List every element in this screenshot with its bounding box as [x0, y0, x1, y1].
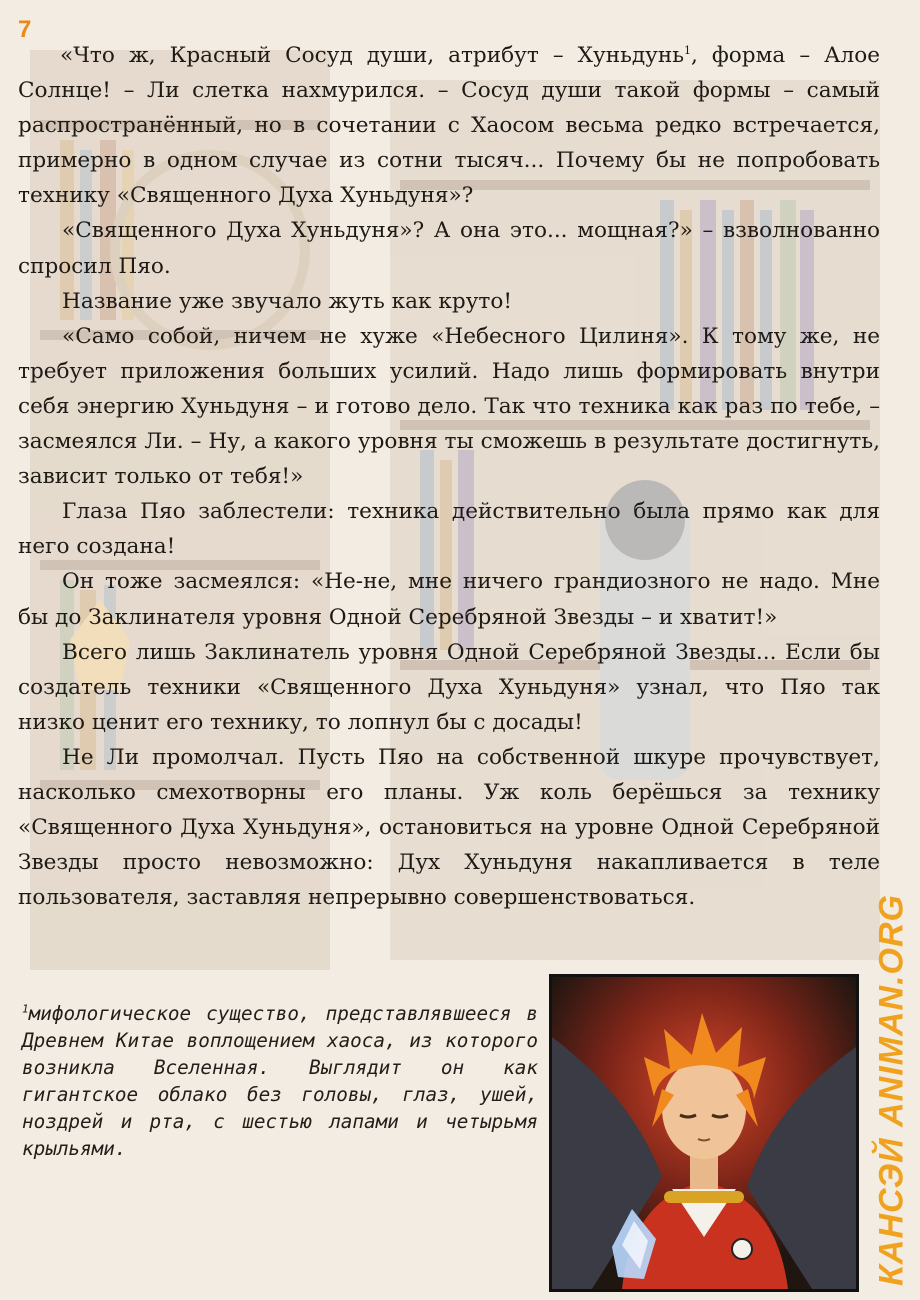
watermark-text: КАНСЭЙ ANIMAN.ORG	[872, 894, 911, 1286]
footnote	[22, 1000, 538, 1162]
character-illustration-art	[552, 977, 856, 1289]
footnote-text: мифологическое существо, представлявшееся в Древнем Китае воплощением хаоса, из которого возникла Вселенная. Выглядит он как гигантское облако без головы, глаз, ушей, ноздрей и рта, с шестью лапами и четырьмя крыльями.	[22, 1002, 538, 1160]
footnote-reference[interactable]: 1	[684, 43, 692, 57]
page-number: 7	[18, 16, 32, 43]
paragraph	[18, 38, 880, 213]
paragraph: Название уже звучало жуть как круто!	[62, 288, 513, 314]
paragraph: Всего лишь Заклинатель уровня Одной Серебряной Звезды... Если бы создатель техники «Священного Духа Хуньдуня» узнал, что Пяо так низко ценит его технику, то лопнул бы с досады!	[18, 639, 880, 735]
footnote-marker: 1	[22, 1002, 29, 1016]
paragraph: Он тоже засмеялся: «Не-не, мне ничего грандиозного не надо. Мне бы до Заклинателя уровня Одной Серебряной Звезды – и хватит!»	[18, 569, 880, 630]
paragraph: «Священного Духа Хуньдуня»? А она это... мощная?» – взволнованно спросил Пяо.	[18, 218, 880, 279]
body-text	[18, 38, 880, 915]
paragraph-text: «Что ж, Красный Сосуд души, атрибут – Хуньдунь	[60, 43, 685, 68]
paragraph: «Само собой, ничем не хуже «Небесного Цилиня». К тому же, не требует приложения больших усилий. Надо лишь формировать внутри себя энергию Хуньдуня – и готово дело. Так что техника как раз по тебе, – засмеялся Ли. – Ну, а какого уровня ты сможешь в результате достигнуть, зависит только от тебя!»	[18, 323, 880, 490]
character-illustration	[549, 974, 859, 1292]
paragraph-text: , форма – Алое Солнце! – Ли слетка нахмурился. – Сосуд души такой формы – самый распространённый, но в сочетании с Хаосом весьма редко встречается, примерно в одном случае из сотни тысяч... Почему бы не попробовать технику «Священного Духа Хуньдуня»?	[18, 43, 880, 209]
paragraph: Не Ли промолчал. Пусть Пяо на собственной шкуре прочувствует, насколько смехотворны его планы. Уж коль берёшься за технику «Священного Духа Хуньдуня», остановиться на уровне Одной Серебряной Звезды просто невозможно: Дух Хуньдуня накапливается в теле пользователя, заставляя непрерывно совершенствоваться.	[18, 744, 880, 911]
paragraph: Глаза Пяо заблестели: техника действительно была прямо как для него создана!	[18, 499, 880, 560]
watermark	[868, 880, 916, 1300]
